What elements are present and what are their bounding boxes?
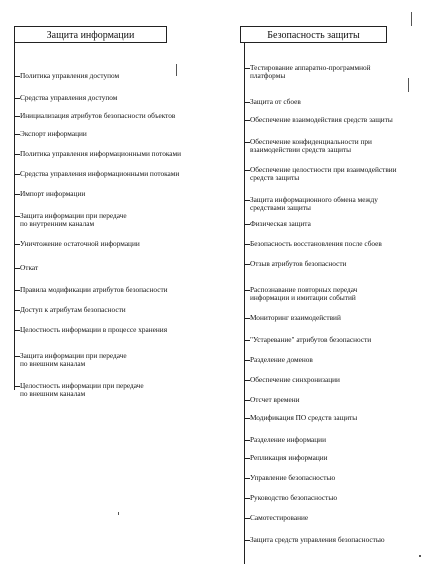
left-tree-item-label: Правила модификации атрибутов безопасности	[20, 285, 168, 294]
right-tree-item-label: Защита информационного обмена между средствами защиты	[250, 195, 378, 213]
scan-mark	[118, 512, 119, 515]
right-tree-item-label: Управление безопасностью	[250, 473, 336, 482]
scan-mark	[176, 64, 177, 76]
right-tree-item-label: Отзыв атрибутов безопасности	[250, 259, 347, 268]
right-tree-item-label: Физическая защита	[250, 219, 311, 228]
left-tree-item-label: Уничтожение остаточной информации	[20, 239, 140, 248]
right-tree-item-label: Разделение доменов	[250, 355, 313, 364]
left-tree-item-label: Откат	[20, 263, 39, 272]
left-tree-item-label: Защита информации при передаче по внешним каналам	[20, 351, 127, 369]
left-tree-item-label: Инициализация атрибутов безопасности объектов	[20, 111, 176, 120]
right-tree-item-label: Защита от сбоев	[250, 97, 301, 106]
right-tree-spine	[244, 43, 245, 564]
right-tree-item-label: Отсчет времени	[250, 395, 300, 404]
right-tree-header	[240, 26, 387, 43]
left-tree-item-label: Средства управления информационными потоками	[20, 169, 180, 178]
right-tree-item-label: Репликация информации	[250, 453, 328, 462]
scan-mark	[408, 78, 409, 92]
left-tree-header	[14, 26, 167, 43]
right-tree-item-label: Обеспечение целостности при взаимодействии средств защиты	[250, 165, 397, 183]
left-tree-item-label: Целостность информации при передаче по внешним каналам	[20, 381, 144, 399]
right-tree-item-label: Тестирование аппаратно-программной платформы	[250, 63, 371, 81]
left-tree-item-label: Средства управления доступом	[20, 93, 118, 102]
right-tree-item-label: Разделение информации	[250, 435, 326, 444]
right-tree-item-label: Защита средств управления безопасностью	[250, 535, 385, 544]
left-tree-title: Защита информации	[46, 30, 135, 41]
right-tree-item-label: Обеспечение взаимодействия средств защиты	[250, 115, 393, 124]
right-tree-item-label: Руководство безопасностью	[250, 493, 338, 502]
left-tree-item-label: Доступ к атрибутам безопасности	[20, 305, 126, 314]
right-tree-title: Безопасность защиты	[267, 30, 360, 41]
left-tree-item-label: Политика управления доступом	[20, 71, 120, 80]
right-tree-item-label: Модификация ПО средств защиты	[250, 413, 358, 422]
right-tree-item-label: "Устаревание" атрибутов безопасности	[250, 335, 372, 344]
right-tree-item-label: Безопасность восстановления после сбоев	[250, 239, 382, 248]
right-tree-item-label: Самотестирование	[250, 513, 309, 522]
left-tree-item-label: Целостность информации в процессе хранения	[20, 325, 168, 334]
scan-mark	[419, 555, 421, 557]
left-tree-item-label: Экспорт информации	[20, 129, 87, 138]
left-tree-item-label: Импорт информации	[20, 189, 86, 198]
right-tree-item-label: Обеспечение конфиденциальности при взаимодействии средств защиты	[250, 137, 372, 155]
right-tree-item-label: Обеспечение синхронизации	[250, 375, 340, 384]
scan-mark	[411, 12, 412, 26]
right-tree-item-label: Мониторинг взаимодействий	[250, 313, 341, 322]
left-tree-item-label: Политика управления информационными потоками	[20, 149, 182, 158]
right-tree-item-label: Распознавание повторных передач информации и имитации событий	[250, 285, 358, 303]
left-tree-item-label: Защита информации при передаче по внутренним каналам	[20, 211, 127, 229]
